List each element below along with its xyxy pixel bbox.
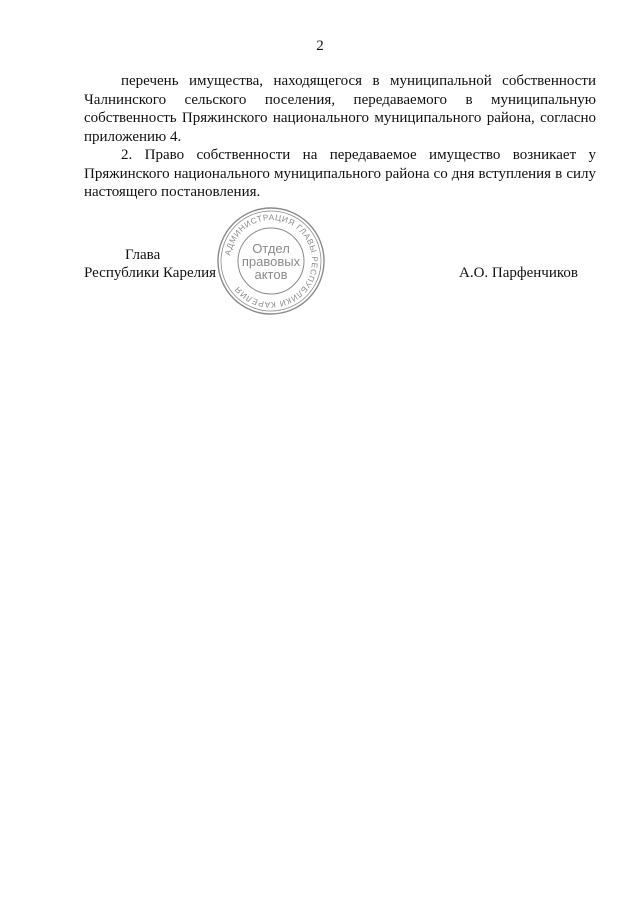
stamp-line-2: правовых (241, 254, 301, 269)
paragraph-2: 2. Право собственности на передаваемое имущество возникает у Пряжинского национального муниципального района со дня вступления в силу настоящего постановления. (84, 147, 596, 200)
document-body (84, 72, 596, 202)
paragraph-continuation: перечень имущества, находящегося в муниципальной собственности Чалнинского сельского поселения, передаваемого в муниципальную собственность Пряжинского национального муниципального района, согласно приложению 4. (84, 73, 596, 145)
official-stamp (216, 206, 326, 316)
page-number: 2 (316, 38, 324, 54)
stamp-center-text (216, 242, 326, 281)
signatory-title-line-2: Республики Карелия (84, 265, 217, 281)
signatory-title-line-1: Глава (125, 247, 161, 263)
stamp-line-1: Отдел (252, 241, 290, 256)
stamp-ring-text: АДМИНИСТРАЦИЯ ГЛАВЫ РЕСПУБЛИКИ КАРЕЛИЯ (223, 212, 320, 310)
signatory-name: А.О. Парфенчиков (459, 265, 578, 281)
signature-block (84, 246, 596, 286)
stamp-line-3: актов (254, 267, 288, 282)
